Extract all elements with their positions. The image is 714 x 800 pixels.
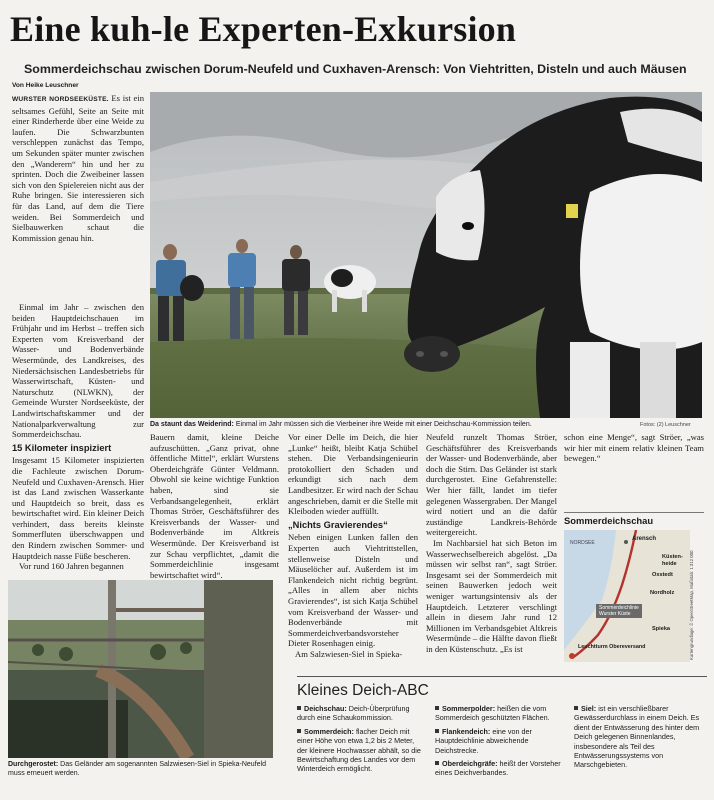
abc-item: Deichschau: Deich-Überprüfung durch eine Schaukommission. xyxy=(297,704,410,723)
map-legend-line2: Wurster Küste xyxy=(599,611,631,617)
lead-text: Es ist ein seltsames Gefühl, Seite an Seite mit einer Rinderherde über eine Weide zu laufen. Die Schwarzbunten verschleppen zunächst das Tempo, um Sekunden später munter zwischen den „Wanderern“ hin und her zu sprinten. Doch die Zweibeiner lassen sich von den Spielereien nicht aus der Ruhe bringen. Sie interessieren sich für das Land, auf dem die Tiere weiden. Bei Sommerdeich und Sielbauwerken schaut die Kommission genau hin. xyxy=(12,93,145,243)
abc-item: Sommerdeich: flacher Deich mit einer Höhe von etwa 1,2 bis 2 Meter, der kleinere Hochwasser abhält, so die Bewirtschaftung des Landes vor dem Winterdeich ermöglicht. xyxy=(297,726,421,774)
column-3 xyxy=(288,432,418,659)
map-label-kuesten: Küsten- xyxy=(662,554,683,560)
small-photo xyxy=(8,580,273,758)
main-photo-caption-text: Einmal im Jahr müssen sich die Vierbeiner ihre Weide mit einer Deichschau-Kommission teilen. xyxy=(235,421,532,428)
abc-item: Flankendeich: eine von der Hauptdeichlinie abweichende Deichstrecke. xyxy=(435,726,532,755)
map-label-nordsee: NORDSEE xyxy=(570,540,595,546)
small-photo-caption-text: Das Geländer am sogenannten Salzwiesen-Siel in Spieka-Neufeld muss erneuert werden. xyxy=(8,761,266,777)
col4-paragraph: Im Nachbarsiel hat sich Beton im Wasserwechselbereich abgelöst. „Da müssen wir selbst ran“, sagt Ströer. Insgesamt sei der Sommerdeich mit seinen Bauwerken jedoch weit weniger wartungsintensiv als der Hauptdeich. Letzterer verschlingt allein in diesem Jahr rund 12 Millionen im Verbandsgebiet Altkreis Wesermünde – die Hälfte davon fließt in den Küstenschutz. „Es ist xyxy=(426,537,557,654)
map-legend xyxy=(596,604,642,618)
col3-paragraph: Neben einigen Lunken fallen den Experten auch Viehtrittstellen, stellenweise Disteln und Mäuselöcher auf. Außerdem ist im Flankendeich nicht richtig begrünt. „Alles in allem aber nichts Gravierendes“, ist sich Katja Schübel vom Kreisverband der Wasser- und Bodenverbände mit Sommerdeichverbandsvorsteher Dieter Rosenhagen einig. xyxy=(288,532,418,649)
abc-item: Siel: ist ein verschließbarer Gewässerdurchlass in einem Deich. Es dient der Entwässerung des hinter dem Deich gelegenen Binnenlandes, insbesondere als Teil des Entwässerungssystems von Marschgebieten. xyxy=(574,704,700,770)
map-credit: Kartengrundlage: © OpenStreetMap xyxy=(689,591,694,660)
small-photo-caption xyxy=(8,760,270,778)
col3-paragraph: Vor einer Delle im Deich, die hier „Lunke“ heißt, bleibt Katja Schübel stehen. Die Verbandsingenieurin protokolliert den Schaden und erkundigt sich nach dem Landbesitzer. Er wird nach der Schau angeschrieben, damit er die Stelle mit Kleiboden wieder auffüllt. xyxy=(288,432,418,517)
subheadline: Sommerdeichschau zwischen Dorum-Neufeld und Cuxhaven-Arensch: Von Viehtritten, Disteln und auch Mäusen xyxy=(24,62,687,76)
map-scale: Maßstab: 1:312 000 xyxy=(689,550,694,589)
coast-map xyxy=(564,530,690,662)
photo-credit: Fotos: (2) Leuschner xyxy=(640,422,691,428)
cow-photo xyxy=(150,92,702,418)
lead-article xyxy=(12,93,144,243)
map-label-arensch: Arensch xyxy=(632,536,657,542)
small-photo-caption-bold: Durchgerostet: xyxy=(8,761,59,768)
byline: Von Heike Leuschner xyxy=(12,82,79,89)
column-4 xyxy=(426,432,557,654)
abc-item: Oberdeichgräfe: heißt der Vorsteher eines Deichverbandes. xyxy=(435,759,561,778)
col4-paragraph: Neufeld runzelt Thomas Ströer, Geschäftsführer des Kreisverbands der Wasser- und Bodenverbände, aber doch die Stirn. Das Geländer ist stark durchgerostet. Eine Gefahrenstelle: Wer hier fällt, landet im tiefer gelegenen Wassergraben. Der Mangel wird notiert und an die dafür zuständige Landkreis-Behörde weitergereicht. xyxy=(426,432,557,538)
map-label-nordholz: Nordholz xyxy=(650,590,675,596)
main-photo xyxy=(150,92,702,418)
abc-item: Sommerpolder: heißen die vom Sommerdeich geschützten Flächen. xyxy=(435,704,550,723)
map-credit-vertical: Kartengrundlage: © OpenStreetMap, Maßstab: 1:312 000 xyxy=(689,550,694,660)
main-photo-caption-bold: Da staunt das Weiderind: xyxy=(150,421,234,428)
map-label-lighthouse: Leuchtturm Obereversand xyxy=(578,644,646,650)
map-legend-line1: Sommerdeichlinie xyxy=(599,605,639,611)
abc-column-2 xyxy=(435,704,565,782)
abc-column-3 xyxy=(574,704,706,774)
col3-subheading: „Nichts Gravierendes“ xyxy=(288,519,388,530)
col1-paragraph: Vor rund 160 Jahren begannen xyxy=(19,561,124,572)
col1-subheading: 15 Kilometer inspiziert xyxy=(12,442,112,453)
col2-paragraph: Bauern damit, kleine Deiche aufzuschütten. „Ganz privat, ohne öffentliche Mittel“, erklärt Wurstens Oberdeichgräfe Günter Veldmann. Obwohl sie keine wichtige Funktion haben, sind sie Verbandsangelegenheit, erklärt Thomas Ströer, Geschäftsführer des Kreisverbands der Wasser- und Bodenverbände im Altkreis Wesermünde. Der Kreisverband ist zur Schau verpflichtet, „damit die Sommerdeichlinie insgesamt bewirtschaftet wird“. xyxy=(150,432,279,580)
dateline: WURSTER NORDSEEKÜSTE. xyxy=(12,96,109,103)
col3-paragraph: Am Salzwiesen-Siel in Spieka- xyxy=(295,648,403,659)
map-title: Sommerdeichschau xyxy=(564,512,704,526)
map-label-spieka: Spieka xyxy=(652,626,671,632)
col1-paragraph: Insgesamt 15 Kilometer inspizierten die Fachleute zwischen Dorum-Neufeld und Cuxhaven-Arensch. Hier ist das Land zwischen Wasserkante und Hauptdeich so breit, dass es bewirtschaftet wird. Ein kleiner Deich verhindert, dass bereits kleinste Sommerfluten überschwappen und den Rindern zwischen Sommer- und Hauptdeich nasse Füße bescheren. xyxy=(12,455,144,561)
column-1 xyxy=(12,302,144,572)
headline: Eine kuh-le Experten-Exkursion xyxy=(10,9,517,49)
map xyxy=(564,530,690,662)
map-label-oxstedt: Oxstedt xyxy=(652,572,673,578)
col1-paragraph: Einmal im Jahr – zwischen den beiden Hauptdeichschauen im Frühjahr und im Herbst – treffen sich Experten vom Kreisverband der Wasser- und Bodenverbände Wesermünde, des Landkreises, des Niedersächsischen Landesbetriebs für Wasserwirtschaft, Küsten- und Naturschutz (NLWKN), der Gemeinde Wurster Nordseeküste, der Landwirtschaftskammer und der Nationalparkverwaltung zur Sommerdeichschau. xyxy=(12,302,144,440)
column-2 xyxy=(150,432,279,580)
column-5 xyxy=(564,432,704,464)
map-label-heide: heide xyxy=(662,561,677,567)
main-photo-caption xyxy=(150,420,620,429)
sluice-photo xyxy=(8,580,273,758)
col5-paragraph: schon eine Menge“, sagt Ströer, „was wir hier mit einem relativ kleinen Team bewegen.“ xyxy=(564,432,704,464)
abc-title: Kleines Deich-ABC xyxy=(297,676,707,700)
abc-column-1 xyxy=(297,704,425,778)
